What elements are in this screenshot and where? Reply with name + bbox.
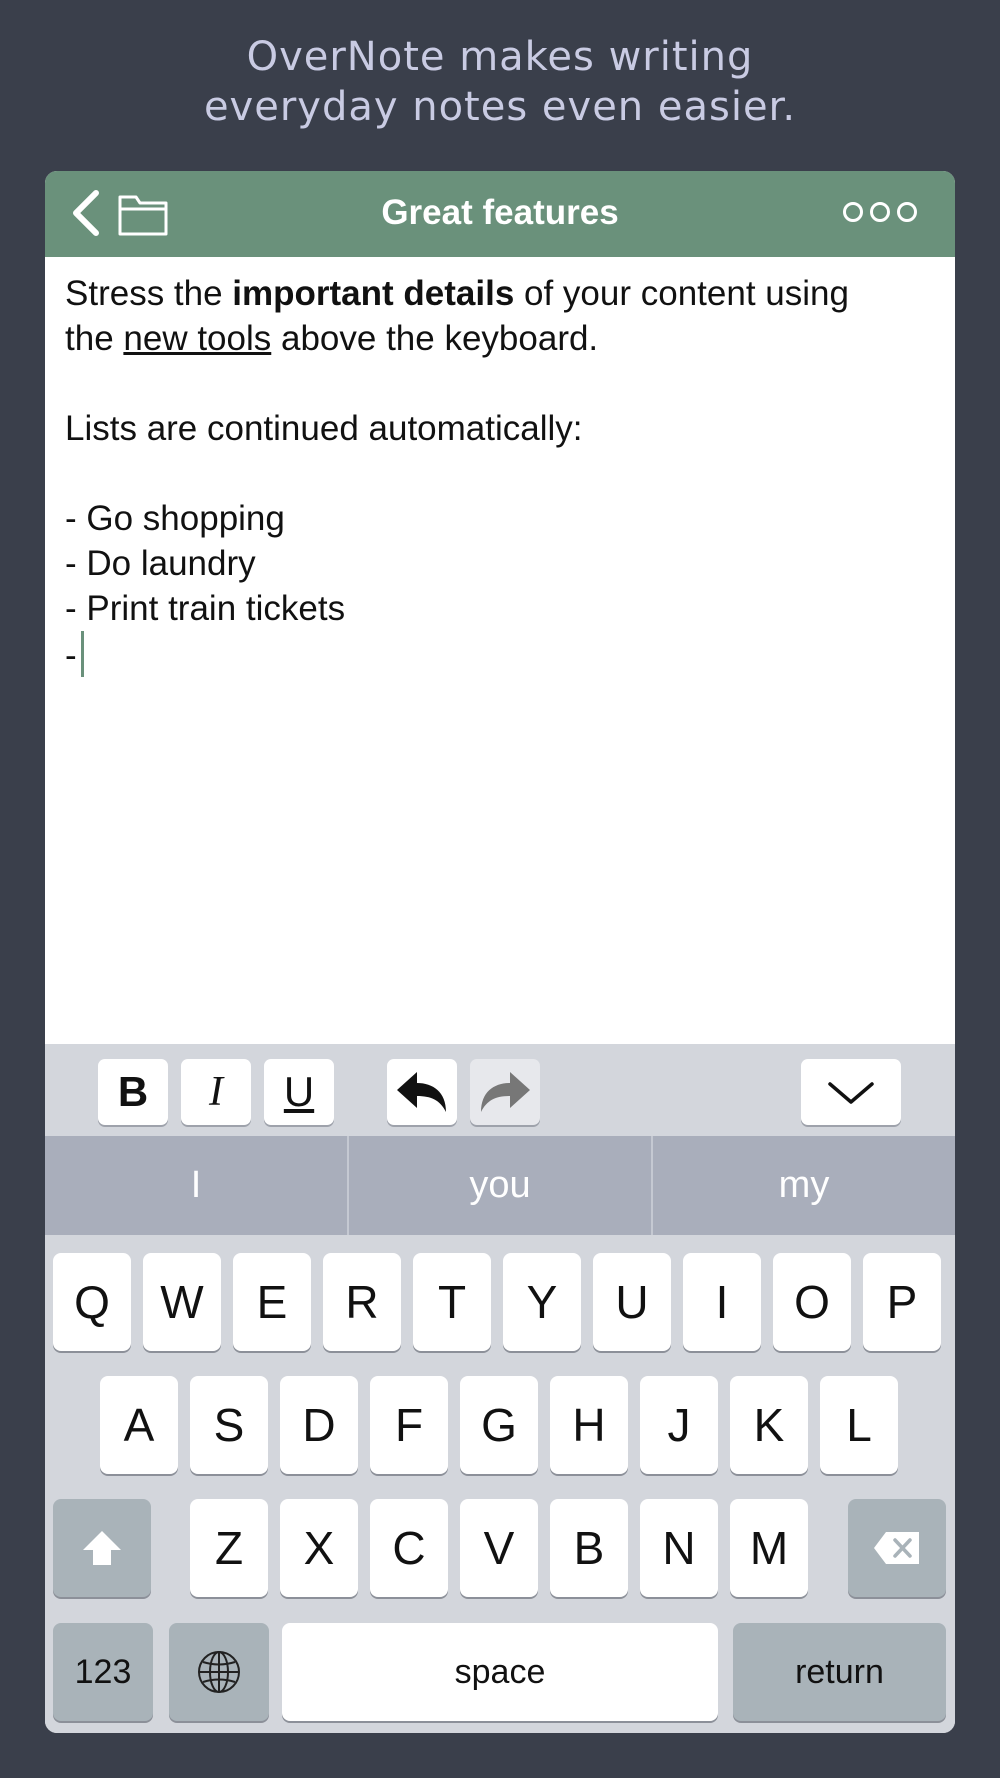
text-run: above the keyboard.: [271, 319, 599, 358]
text-cursor: [81, 631, 84, 677]
note-paragraph: [65, 271, 935, 316]
key-n[interactable]: N: [640, 1499, 718, 1597]
key-d[interactable]: D: [280, 1376, 358, 1474]
key-k[interactable]: K: [730, 1376, 808, 1474]
key-j[interactable]: J: [640, 1376, 718, 1474]
key-g[interactable]: G: [460, 1376, 538, 1474]
text-run: the: [65, 319, 124, 358]
key-o[interactable]: O: [773, 1253, 851, 1351]
key-c[interactable]: C: [370, 1499, 448, 1597]
list-item: - Print train tickets: [65, 589, 346, 628]
promo-line-2: everyday notes even easier.: [203, 84, 797, 130]
list-item: - Go shopping: [65, 499, 285, 538]
dismiss-keyboard-button[interactable]: [801, 1059, 901, 1125]
globe-icon: [196, 1649, 242, 1695]
key-m[interactable]: M: [730, 1499, 808, 1597]
list-item: - Do laundry: [65, 544, 256, 583]
folder-button[interactable]: [117, 189, 169, 237]
key-h[interactable]: H: [550, 1376, 628, 1474]
note-paragraph: [65, 316, 935, 361]
note-editor[interactable]: [65, 271, 935, 678]
key-f[interactable]: F: [370, 1376, 448, 1474]
promo-text: [0, 32, 1000, 132]
list-bullet: -: [65, 636, 77, 675]
globe-key[interactable]: [169, 1623, 269, 1721]
formatting-toolbar: [45, 1044, 955, 1136]
bold-button[interactable]: B: [98, 1059, 168, 1125]
delete-key[interactable]: [848, 1499, 946, 1597]
delete-backspace-icon: [872, 1530, 922, 1566]
undo-arrow-icon: [395, 1070, 449, 1114]
key-v[interactable]: V: [460, 1499, 538, 1597]
note-title: Great features: [381, 193, 619, 232]
back-button[interactable]: [69, 188, 103, 238]
redo-button[interactable]: [470, 1059, 540, 1125]
text-run: of your content using: [514, 274, 849, 313]
key-w[interactable]: W: [143, 1253, 221, 1351]
key-i[interactable]: I: [683, 1253, 761, 1351]
undo-button[interactable]: [387, 1059, 457, 1125]
underline-button[interactable]: U: [264, 1059, 334, 1125]
key-x[interactable]: X: [280, 1499, 358, 1597]
key-y[interactable]: Y: [503, 1253, 581, 1351]
shift-arrow-icon: [80, 1528, 124, 1568]
space-key[interactable]: space: [282, 1623, 718, 1721]
suggestion-item[interactable]: you: [347, 1136, 651, 1235]
key-t[interactable]: T: [413, 1253, 491, 1351]
key-q[interactable]: Q: [53, 1253, 131, 1351]
key-p[interactable]: P: [863, 1253, 941, 1351]
key-u[interactable]: U: [593, 1253, 671, 1351]
redo-arrow-icon: [478, 1070, 532, 1114]
folder-icon: [117, 189, 169, 237]
key-b[interactable]: B: [550, 1499, 628, 1597]
key-z[interactable]: Z: [190, 1499, 268, 1597]
shift-key[interactable]: [53, 1499, 151, 1597]
list-item-current: [65, 631, 935, 678]
key-e[interactable]: E: [233, 1253, 311, 1351]
key-a[interactable]: A: [100, 1376, 178, 1474]
promo-line-1: OverNote makes writing: [246, 34, 754, 80]
note-paragraph: Lists are continued automatically:: [65, 409, 583, 448]
chevron-down-icon: [826, 1077, 876, 1107]
phone-screen: [45, 171, 955, 1733]
more-circles-icon: [840, 193, 920, 233]
numbers-key[interactable]: 123: [53, 1623, 153, 1721]
suggestion-item[interactable]: my: [651, 1136, 955, 1235]
key-r[interactable]: R: [323, 1253, 401, 1351]
chevron-left-icon: [69, 188, 103, 238]
navigation-bar: [45, 171, 955, 257]
text-run: Stress the: [65, 274, 233, 313]
return-key[interactable]: return: [733, 1623, 946, 1721]
key-l[interactable]: L: [820, 1376, 898, 1474]
italic-button[interactable]: I: [181, 1059, 251, 1125]
keyboard: [45, 1235, 955, 1733]
key-s[interactable]: S: [190, 1376, 268, 1474]
suggestion-item[interactable]: I: [190, 1164, 202, 1206]
bold-text: important details: [232, 274, 515, 313]
more-button[interactable]: [840, 193, 920, 233]
underlined-text: new tools: [123, 319, 272, 358]
predictive-bar: [45, 1136, 955, 1235]
